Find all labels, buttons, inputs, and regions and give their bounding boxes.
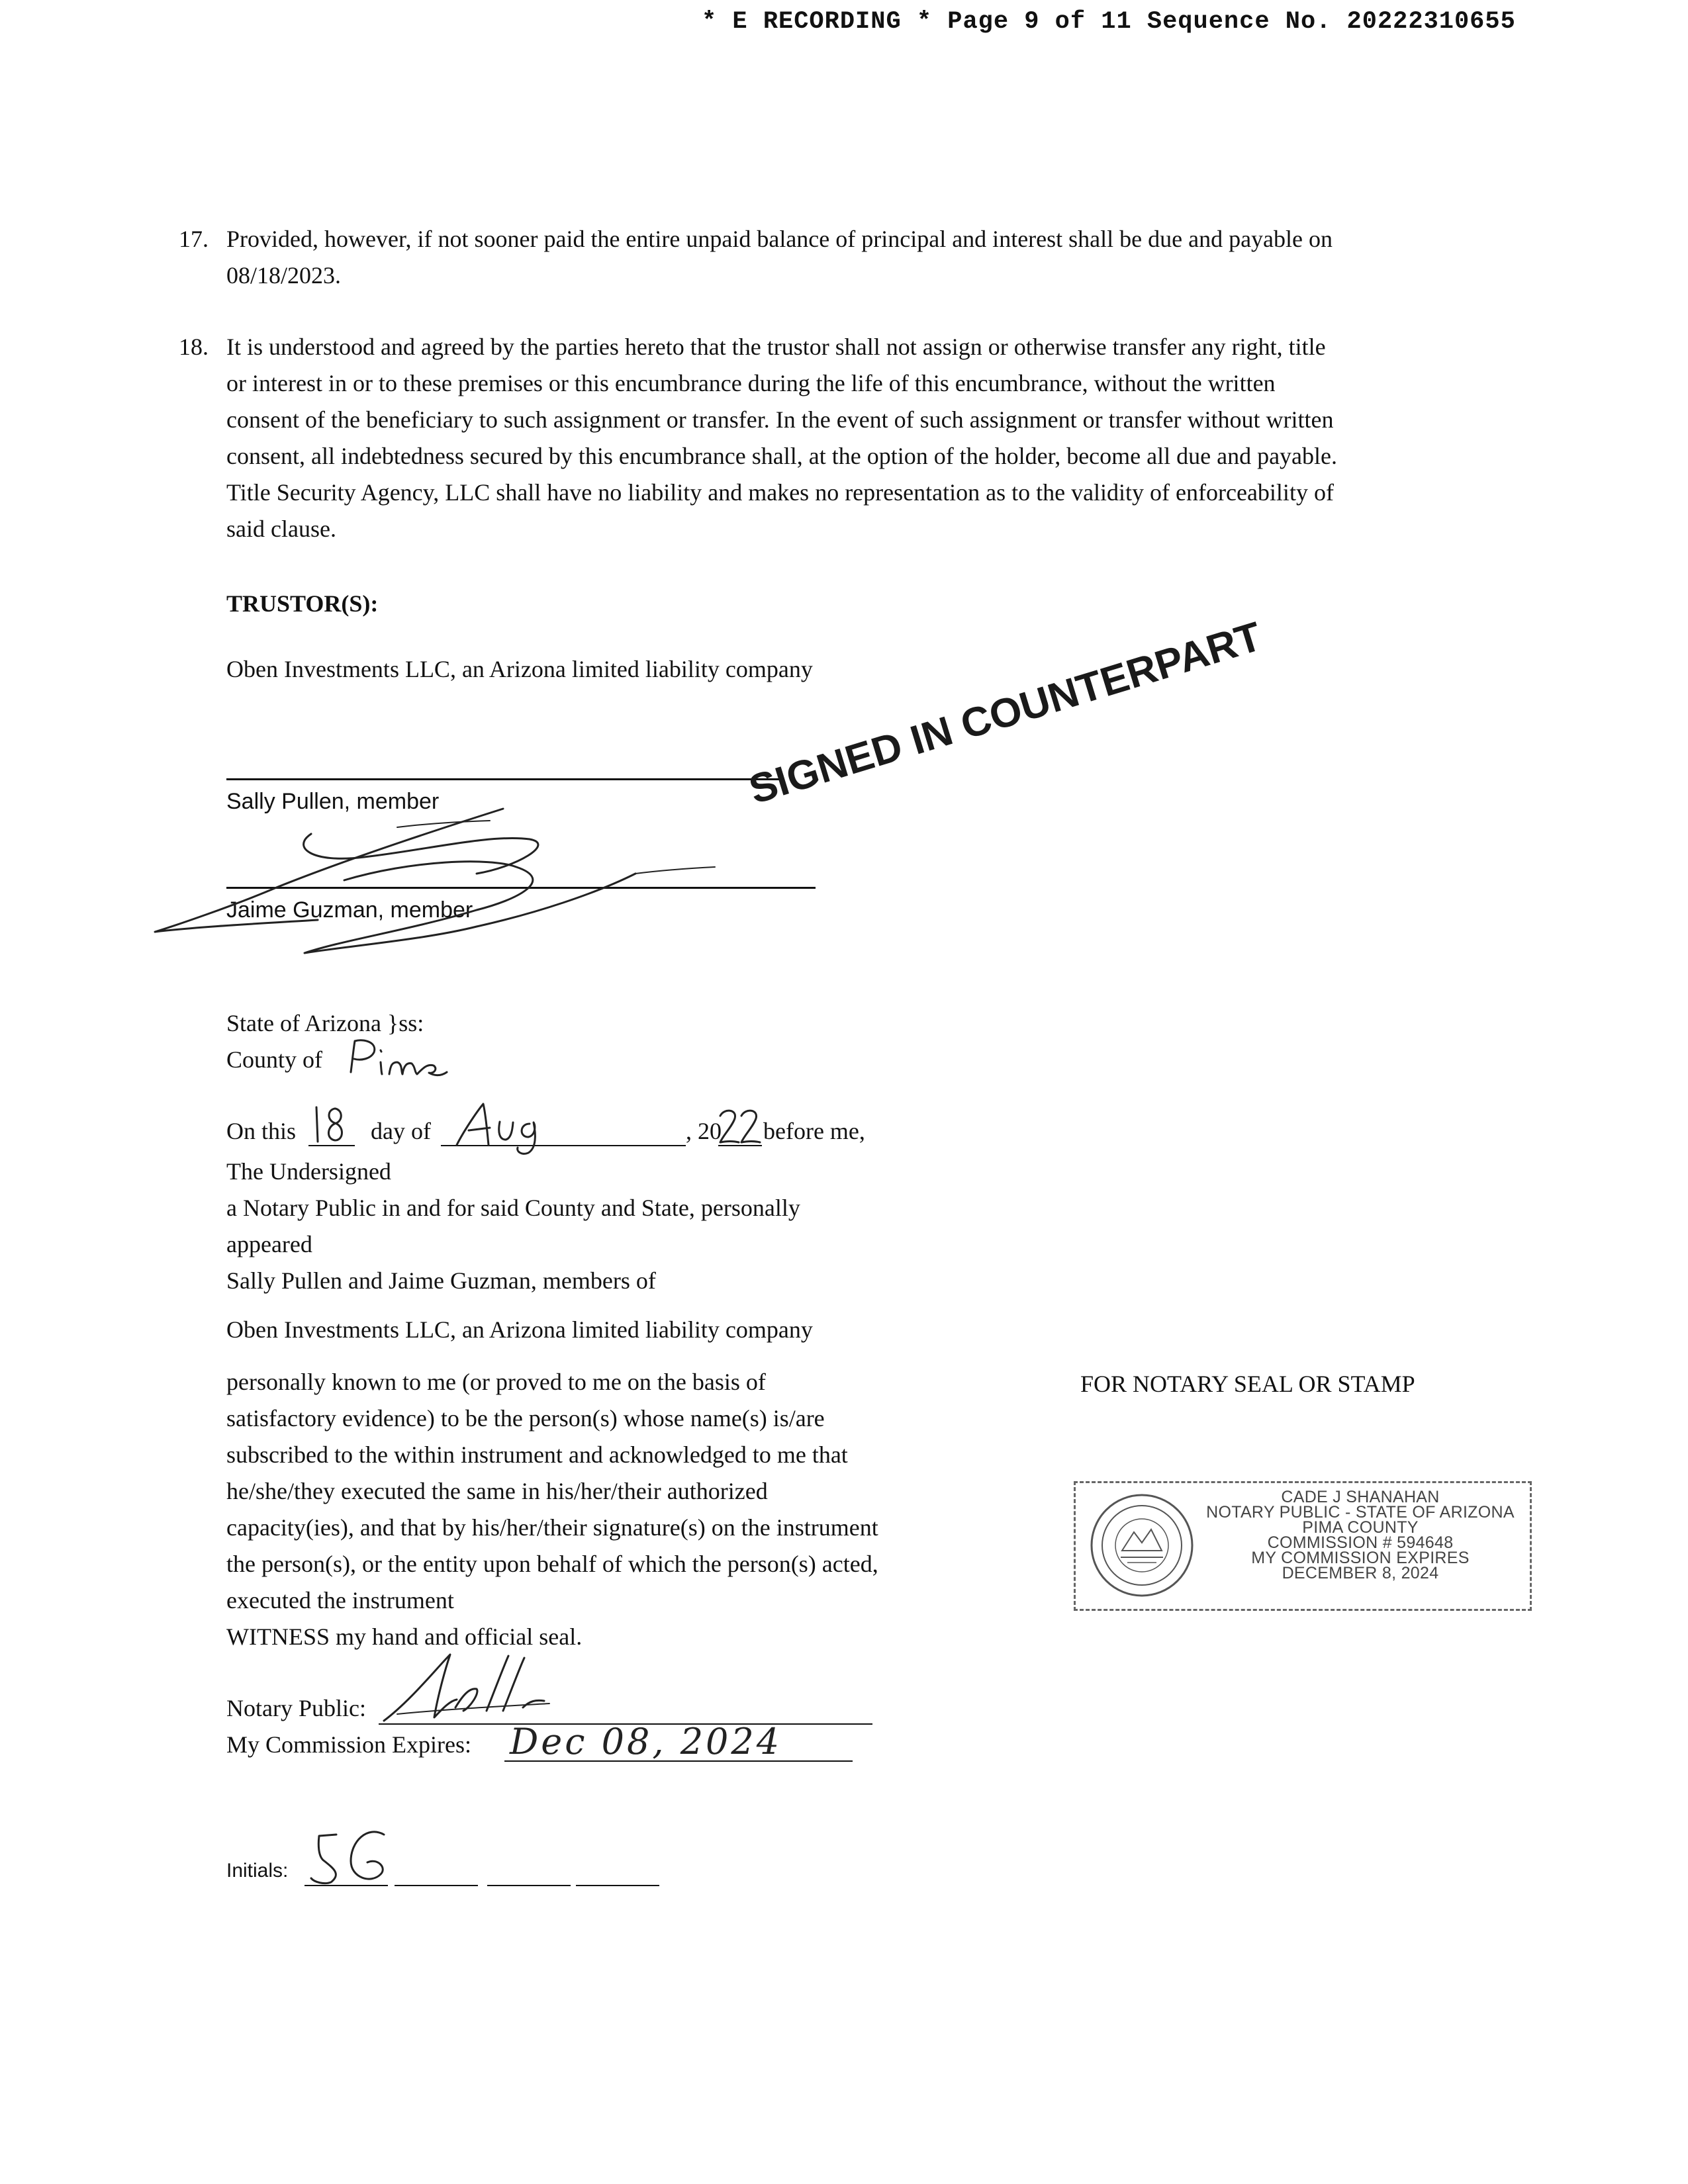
clause-17 xyxy=(179,221,1503,300)
stamp-line: PIMA COUNTY xyxy=(1302,1518,1419,1537)
ack-body-line: he/she/they executed the same in his/her/their authorized xyxy=(226,1478,768,1504)
clause-line: Provided, however, if not sooner paid the entire unpaid balance of principal and interest shall be due and payable on xyxy=(226,226,1333,252)
stamp-line: COMMISSION # 594648 xyxy=(1267,1533,1454,1552)
clause-text xyxy=(226,329,1337,547)
trustor-heading: TRUSTOR(S): xyxy=(226,590,379,617)
initials-handwritten xyxy=(305,1821,397,1888)
clause-line: consent, all indebtedness secured by this encumbrance shall, at the option of the holder, become all due and payable. xyxy=(226,443,1338,469)
jaime-signature xyxy=(146,788,741,979)
expires-label: My Commission Expires: xyxy=(226,1731,472,1758)
trustor-company: Oben Investments LLC, an Arizona limited liability company xyxy=(226,656,813,682)
clause-line: It is understood and agreed by the parties hereto that the trustor shall not assign or otherwise transfer any right, title xyxy=(226,334,1326,360)
signer-sally: Sally Pullen, member xyxy=(226,789,440,814)
on-this-label: On this xyxy=(226,1118,297,1144)
ack-body-line: personally known to me (or proved to me on the basis of xyxy=(226,1369,766,1395)
signature-line-sally xyxy=(226,778,782,780)
clause-line: consent of the beneficiary to such assignment or transfer. In the event of such assignment or transfer without written xyxy=(226,406,1334,433)
ack-body-line: WITNESS my hand and official seal. xyxy=(226,1623,583,1650)
year-prefix: , 20 xyxy=(686,1118,722,1144)
clause-line: 08/18/2023. xyxy=(226,262,342,289)
notary-public-label: Notary Public: xyxy=(226,1695,366,1721)
day-handwritten xyxy=(308,1102,355,1148)
before-me-label: before me, xyxy=(763,1118,865,1144)
notary-stamp xyxy=(1074,1481,1532,1611)
month-handwritten xyxy=(450,1099,556,1158)
ack-body-line: executed the instrument xyxy=(226,1587,454,1614)
signed-in-counterpart-stamp xyxy=(741,614,1267,821)
stamp-line: MY COMMISSION EXPIRES xyxy=(1251,1549,1470,1567)
clause-18 xyxy=(179,329,1503,554)
arizona-state-seal xyxy=(1088,1491,1196,1600)
initials-line-4 xyxy=(576,1885,659,1886)
ack-company: Oben Investments LLC, an Arizona limited liability company xyxy=(226,1316,813,1343)
clause-line: or interest in or to these premises or this encumbrance during the life of this encumbrance, without the written xyxy=(226,370,1276,396)
county-handwritten xyxy=(344,1036,450,1082)
clause-number: 18. xyxy=(179,334,209,360)
recording-header: * E RECORDING * Page 9 of 11 Sequence No. 20222310655 xyxy=(702,8,1516,36)
ack-body-line: the person(s), or the entity upon behalf of which the person(s) acted, xyxy=(226,1551,878,1577)
county-line xyxy=(226,1046,322,1073)
year-handwritten xyxy=(716,1104,764,1150)
ack-body-line: satisfactory evidence) to be the person(s) whose name(s) is/are xyxy=(226,1405,825,1432)
notary-stamp-text xyxy=(1201,1490,1519,1581)
initials-line-2 xyxy=(395,1885,478,1886)
notary-signature xyxy=(371,1648,569,1727)
initials-label: Initials: xyxy=(226,1860,289,1882)
ack-body-line: capacity(ies), and that by his/her/their signature(s) on the instrument xyxy=(226,1514,878,1541)
county-label: County of xyxy=(226,1046,323,1073)
clause-number: 17. xyxy=(179,226,209,252)
ack-body-line: subscribed to the within instrument and acknowledged to me that xyxy=(226,1441,848,1468)
stamp-line: DECEMBER 8, 2024 xyxy=(1282,1564,1439,1582)
acknowledgment-intro xyxy=(226,1154,800,1299)
expires-handwritten: Dec 08, 2024 xyxy=(510,1721,782,1762)
ack-line: appeared xyxy=(226,1231,312,1257)
ack-line: Sally Pullen and Jaime Guzman, members of xyxy=(226,1267,656,1294)
stamp-line: NOTARY PUBLIC - STATE OF ARIZONA xyxy=(1206,1503,1515,1522)
initials-line-3 xyxy=(487,1885,571,1886)
day-of-label: day of xyxy=(371,1118,431,1144)
clause-line: Title Security Agency, LLC shall have no liability and makes no representation as to the validity of enforceability of xyxy=(226,479,1334,506)
acknowledgment-body xyxy=(226,1364,878,1655)
ack-line: The Undersigned xyxy=(226,1158,391,1185)
state-line: State of Arizona }ss: xyxy=(226,1010,424,1036)
ack-line: a Notary Public in and for said County and State, personally xyxy=(226,1195,800,1221)
signer-jaime: Jaime Guzman, member xyxy=(226,897,473,923)
clause-text xyxy=(226,221,1333,294)
clause-line: said clause. xyxy=(226,516,336,542)
stamp-line: CADE J SHANAHAN xyxy=(1281,1488,1440,1506)
seal-heading: FOR NOTARY SEAL OR STAMP xyxy=(1080,1371,1415,1397)
counterpart-stamp-text: SIGNED IN COUNTERPART xyxy=(743,614,1267,813)
